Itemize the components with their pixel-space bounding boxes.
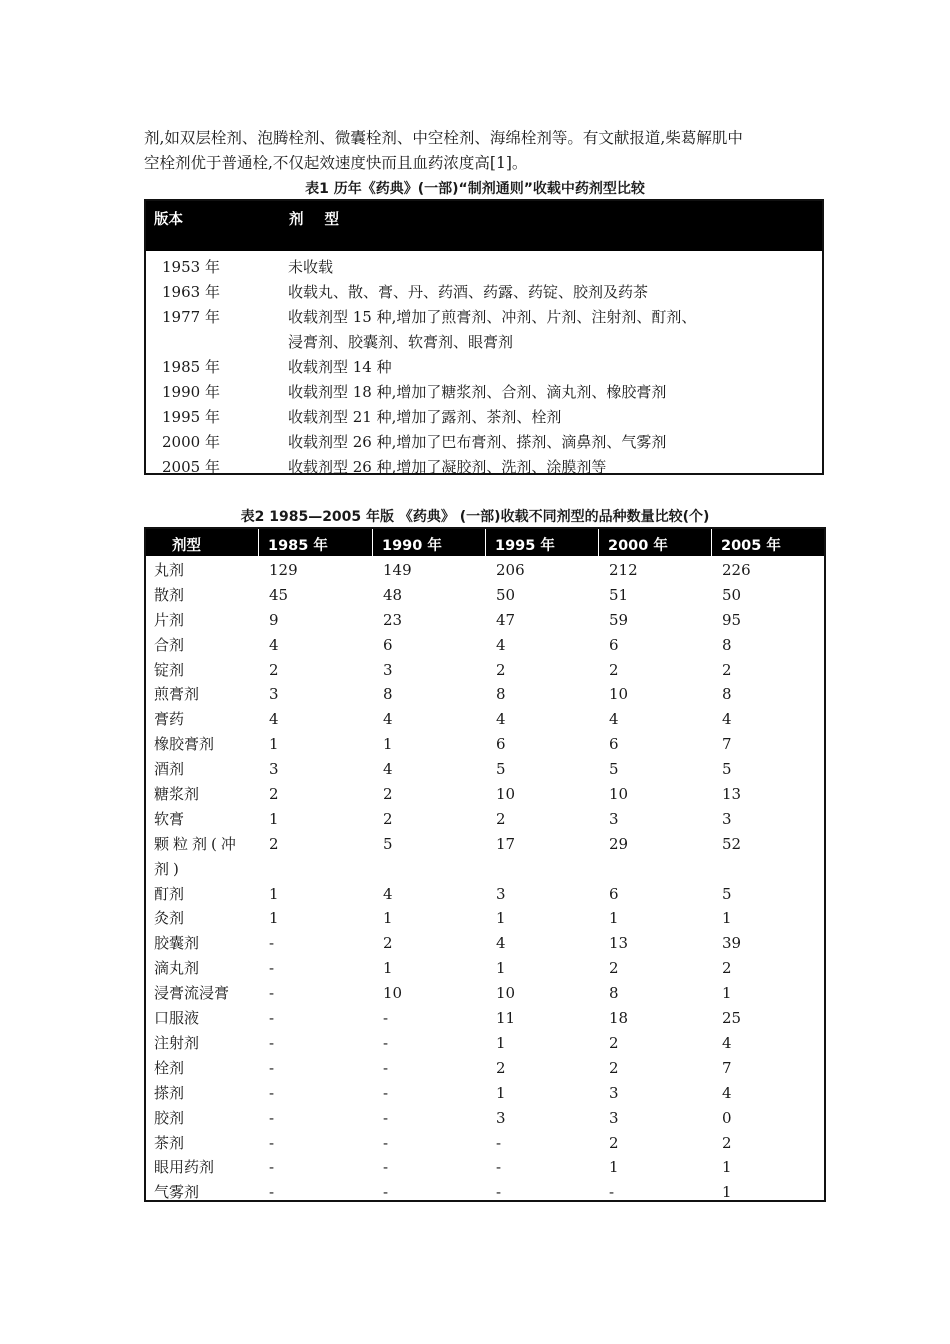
- count-cell: 3: [269, 685, 279, 704]
- dosage-form-cell: [154, 1006, 252, 1031]
- count-cell: -: [383, 1009, 389, 1028]
- count-cell: 59: [609, 610, 629, 629]
- count-cell: 2: [269, 660, 279, 679]
- count-cell: -: [269, 1033, 275, 1052]
- table-row: [146, 931, 824, 956]
- count-cell: 7: [722, 1058, 732, 1077]
- table-row-continuation: [146, 330, 822, 355]
- dosage-form-label: 灸剂: [154, 909, 185, 928]
- table2: [144, 527, 826, 1202]
- count-cell: 8: [722, 685, 732, 704]
- count-cell: 129: [269, 561, 298, 579]
- count-cell: 3: [496, 1108, 506, 1127]
- count-cell: 1: [383, 959, 393, 978]
- dosage-form-cell: [154, 981, 252, 1006]
- text-cell: 收载剂型 15 种,增加了煎膏剂、冲剂、片剂、注射剂、酊剂、: [288, 308, 697, 326]
- count-cell: 4: [269, 635, 279, 654]
- count-cell: 50: [496, 585, 516, 604]
- count-cell: 3: [496, 884, 506, 903]
- count-cell: 2: [722, 959, 732, 978]
- dosage-form-cell: [154, 1031, 252, 1056]
- dosage-form-cell: [154, 583, 252, 608]
- count-cell: 206: [496, 561, 525, 579]
- table-row: [146, 405, 822, 430]
- count-cell: 2: [383, 785, 393, 804]
- table-row: [146, 380, 822, 405]
- count-cell: 4: [496, 934, 506, 953]
- count-cell: 1: [269, 884, 279, 903]
- count-cell: 149: [383, 561, 412, 579]
- count-cell: 2: [609, 959, 619, 978]
- count-cell: -: [496, 1133, 502, 1152]
- count-cell: 1: [609, 909, 619, 928]
- count-cell: 4: [722, 1033, 732, 1052]
- table2-header: [146, 529, 824, 556]
- table-row: [146, 1131, 824, 1156]
- text-cell: 收载丸、散、膏、丹、药酒、药露、药锭、胶剂及药茶: [288, 283, 649, 301]
- count-cell: 45: [269, 585, 289, 604]
- count-cell: -: [383, 1133, 389, 1152]
- count-cell: 47: [496, 610, 516, 629]
- count-cell: 6: [496, 735, 506, 754]
- paragraph-line: 空栓剂优于普通栓,不仅起效速度快而且血药浓度高[1]。: [144, 154, 528, 172]
- table-row: [146, 782, 824, 807]
- count-cell: 1: [496, 959, 506, 978]
- count-cell: 3: [609, 809, 619, 828]
- count-cell: 6: [609, 735, 619, 754]
- count-cell: 6: [383, 635, 393, 654]
- table-row: [146, 956, 824, 981]
- dosage-form-label: 橡胶膏剂: [154, 735, 215, 754]
- text-cell: 收载剂型 26 种,增加了巴布膏剂、搽剂、滴鼻剂、气雾剂: [288, 433, 667, 451]
- table-row: [146, 1031, 824, 1056]
- dosage-form-cell: [154, 757, 252, 782]
- count-cell: -: [383, 1158, 389, 1177]
- count-cell: 1: [269, 809, 279, 828]
- count-cell: 6: [609, 635, 619, 654]
- dosage-form-label: 剂): [154, 859, 183, 878]
- year-cell: 1985 年: [162, 358, 220, 376]
- count-cell: 2: [496, 660, 506, 679]
- year-cell: 1990 年: [162, 383, 220, 401]
- table2-caption: 表2 1985—2005 年版 《药典》 (一部)收载不同剂型的品种数量比较(个): [240, 509, 710, 525]
- table-row: [146, 757, 824, 782]
- count-cell: 7: [722, 735, 732, 754]
- count-cell: 1: [722, 1183, 732, 1202]
- count-cell: 4: [269, 710, 279, 729]
- count-cell: -: [269, 1083, 275, 1102]
- count-cell: 2: [383, 934, 393, 953]
- dosage-form-cell: [154, 1131, 252, 1156]
- dosage-form-label: 片剂: [154, 610, 185, 629]
- count-cell: 4: [722, 710, 732, 729]
- dosage-form-cell: [154, 807, 252, 832]
- table1: [144, 199, 824, 475]
- text-cell: 收载剂型 18 种,增加了糖浆剂、合剂、滴丸剂、橡胶膏剂: [288, 383, 667, 401]
- count-cell: 3: [269, 760, 279, 779]
- count-cell: 50: [722, 585, 742, 604]
- count-cell: 1: [269, 735, 279, 754]
- dosage-form-label: 丸剂: [154, 561, 185, 579]
- table-row: [146, 430, 822, 455]
- count-cell: 1: [383, 735, 393, 754]
- count-cell: -: [269, 934, 275, 953]
- count-cell: 1: [383, 909, 393, 928]
- count-cell: 10: [496, 785, 516, 804]
- count-cell: 5: [609, 760, 619, 779]
- dosage-form-label: 茶剂: [154, 1133, 185, 1152]
- count-cell: 4: [383, 884, 393, 903]
- table-row: [146, 732, 824, 757]
- count-cell: -: [383, 1108, 389, 1127]
- count-cell: 8: [496, 685, 506, 704]
- table-row: [146, 255, 822, 280]
- header-divider: [711, 529, 712, 556]
- table2-header-cell: 2005 年: [721, 538, 781, 554]
- count-cell: 29: [609, 834, 629, 853]
- dosage-form-cell: [154, 608, 252, 633]
- dosage-form-cell: [154, 558, 252, 583]
- count-cell: 1: [609, 1158, 619, 1177]
- dosage-form-label: 胶囊剂: [154, 934, 200, 953]
- text-cell: 收载剂型 26 种,增加了凝胶剂、洗剂、涂膜剂等: [288, 458, 607, 476]
- count-cell: 17: [496, 834, 516, 853]
- count-cell: 6: [609, 884, 619, 903]
- count-cell: 5: [383, 834, 393, 853]
- dosage-form-label: 软膏: [154, 809, 185, 828]
- count-cell: -: [269, 1108, 275, 1127]
- count-cell: 4: [383, 710, 393, 729]
- table-row: [146, 906, 824, 931]
- count-cell: 212: [609, 561, 638, 579]
- text-cell: 收载剂型 21 种,增加了露剂、茶剂、栓剂: [288, 408, 562, 426]
- table-row: [146, 608, 824, 633]
- count-cell: 1: [722, 909, 732, 928]
- count-cell: 11: [496, 1009, 516, 1028]
- count-cell: -: [383, 1083, 389, 1102]
- count-cell: 5: [722, 760, 732, 779]
- header-divider: [598, 529, 599, 556]
- count-cell: 8: [609, 984, 619, 1003]
- text-cell: 浸膏剂、胶囊剂、软膏剂、眼膏剂: [288, 333, 514, 351]
- year-cell: 2000 年: [162, 433, 220, 451]
- table-row: [146, 305, 822, 330]
- dosage-form-cell: [154, 906, 252, 931]
- table1-caption: 表1 历年《药典》(一部)“制剂通则”收载中药剂型比较: [305, 181, 645, 197]
- count-cell: -: [269, 1183, 275, 1202]
- count-cell: 2: [496, 809, 506, 828]
- dosage-form-label: 糖浆剂: [154, 785, 200, 804]
- count-cell: -: [269, 984, 275, 1003]
- count-cell: 4: [383, 760, 393, 779]
- table-row: [146, 882, 824, 907]
- count-cell: 4: [722, 1083, 732, 1102]
- count-cell: 10: [609, 785, 629, 804]
- count-cell: 1: [722, 984, 732, 1003]
- table1-body: [146, 255, 822, 480]
- dosage-form-cell: [154, 1056, 252, 1081]
- dosage-form-cell: [154, 1180, 252, 1205]
- count-cell: 2: [496, 1058, 506, 1077]
- table1-header-edition: 版本: [154, 212, 183, 228]
- dosage-form-label: 搽剂: [154, 1083, 185, 1102]
- count-cell: 25: [722, 1009, 742, 1028]
- dosage-form-label: 锭剂: [154, 660, 185, 679]
- table1-header: [146, 201, 822, 251]
- count-cell: -: [269, 1133, 275, 1152]
- count-cell: -: [383, 1033, 389, 1052]
- dosage-form-cell: [154, 882, 252, 907]
- dosage-form-cell: [154, 931, 252, 956]
- count-cell: 5: [722, 884, 732, 903]
- dosage-form-label: 膏药: [154, 710, 185, 729]
- count-cell: -: [269, 1058, 275, 1077]
- count-cell: 39: [722, 934, 742, 953]
- dosage-form-label: 浸膏流浸膏: [154, 984, 230, 1003]
- count-cell: 10: [609, 685, 629, 704]
- dosage-form-cell: [154, 1155, 252, 1180]
- count-cell: -: [496, 1158, 502, 1177]
- count-cell: 4: [496, 710, 506, 729]
- table-row: [146, 682, 824, 707]
- count-cell: 1: [496, 1033, 506, 1052]
- count-cell: 3: [383, 660, 393, 679]
- table2-header-cell: 1995 年: [495, 538, 555, 554]
- dosage-form-label: 滴丸剂: [154, 959, 200, 978]
- dosage-form-cell: [154, 782, 252, 807]
- table-row: [146, 832, 824, 882]
- header-divider: [372, 529, 373, 556]
- dosage-form-label: 栓剂: [154, 1058, 185, 1077]
- dosage-form-label: 合剂: [154, 635, 185, 654]
- dosage-form-label: 酒剂: [154, 760, 185, 779]
- table-row: [146, 1056, 824, 1081]
- count-cell: 4: [609, 710, 619, 729]
- count-cell: 2: [609, 1058, 619, 1077]
- paragraph-line: 剂,如双层栓剂、泡腾栓剂、微囊栓剂、中空栓剂、海绵栓剂等。有文献报道,柴葛解肌中: [144, 129, 743, 147]
- count-cell: 2: [383, 809, 393, 828]
- count-cell: 2: [722, 660, 732, 679]
- table-row: [146, 280, 822, 305]
- header-divider: [258, 529, 259, 556]
- dosage-form-cell: [154, 1106, 252, 1131]
- count-cell: 13: [609, 934, 629, 953]
- table-row: [146, 583, 824, 608]
- table-row: [146, 1006, 824, 1031]
- count-cell: 10: [383, 984, 403, 1003]
- dosage-form-label: 口服液: [154, 1009, 200, 1028]
- table2-header-cell: 2000 年: [608, 538, 668, 554]
- count-cell: 1: [269, 909, 279, 928]
- count-cell: 51: [609, 585, 629, 604]
- table-row: [146, 558, 824, 583]
- count-cell: 226: [722, 561, 751, 579]
- dosage-form-label: 注射剂: [154, 1033, 200, 1052]
- body-paragraph: [144, 126, 824, 176]
- year-cell: 2005 年: [162, 458, 220, 476]
- count-cell: -: [269, 959, 275, 978]
- count-cell: 1: [496, 909, 506, 928]
- count-cell: 0: [722, 1108, 732, 1127]
- count-cell: 13: [722, 785, 742, 804]
- table-row: [146, 355, 822, 380]
- count-cell: 95: [722, 610, 742, 629]
- count-cell: 3: [609, 1108, 619, 1127]
- dosage-form-cell: [154, 956, 252, 981]
- count-cell: 8: [722, 635, 732, 654]
- count-cell: 2: [609, 1033, 619, 1052]
- dosage-form-cell: [154, 1081, 252, 1106]
- dosage-form-label: 颗粒剂(冲: [154, 834, 240, 853]
- dosage-form-cell: [154, 707, 252, 732]
- dosage-form-label: 眼用药剂: [154, 1158, 215, 1177]
- dosage-form-label: 散剂: [154, 585, 185, 604]
- table2-header-cell: 1985 年: [268, 538, 328, 554]
- count-cell: -: [269, 1158, 275, 1177]
- table-row: [146, 1081, 824, 1106]
- count-cell: 48: [383, 585, 403, 604]
- count-cell: 4: [496, 635, 506, 654]
- table-row: [146, 981, 824, 1006]
- dosage-form-label: 气雾剂: [154, 1183, 200, 1202]
- table-row: [146, 455, 822, 480]
- year-cell: 1953 年: [162, 258, 220, 276]
- year-cell: 1977 年: [162, 308, 220, 326]
- count-cell: -: [383, 1058, 389, 1077]
- count-cell: 2: [269, 785, 279, 804]
- year-cell: 1963 年: [162, 283, 220, 301]
- count-cell: -: [383, 1183, 389, 1202]
- count-cell: 2: [609, 660, 619, 679]
- count-cell: -: [609, 1183, 615, 1202]
- count-cell: 5: [496, 760, 506, 779]
- table-row: [146, 1155, 824, 1180]
- year-cell: 1995 年: [162, 408, 220, 426]
- dosage-form-cell: [154, 832, 252, 882]
- header-divider: [485, 529, 486, 556]
- table-row: [146, 807, 824, 832]
- table2-body: [146, 558, 824, 1205]
- count-cell: 10: [496, 984, 516, 1003]
- table-row: [146, 658, 824, 683]
- dosage-form-cell: [154, 658, 252, 683]
- table1-header-dosage-form: 剂 型: [289, 212, 348, 228]
- table-row: [146, 1180, 824, 1205]
- count-cell: 23: [383, 610, 403, 629]
- text-cell: 未收载: [288, 258, 334, 276]
- count-cell: 2: [269, 834, 279, 853]
- table2-header-cell: 1990 年: [382, 538, 442, 554]
- count-cell: -: [269, 1009, 275, 1028]
- dosage-form-label: 煎膏剂: [154, 685, 200, 704]
- count-cell: 2: [722, 1133, 732, 1152]
- dosage-form-cell: [154, 633, 252, 658]
- count-cell: 2: [609, 1133, 619, 1152]
- table-row: [146, 707, 824, 732]
- dosage-form-cell: [154, 682, 252, 707]
- count-cell: 52: [722, 834, 742, 853]
- count-cell: 3: [722, 809, 732, 828]
- count-cell: -: [496, 1183, 502, 1202]
- text-cell: 收载剂型 14 种: [288, 358, 392, 376]
- dosage-form-label: 胶剂: [154, 1108, 185, 1127]
- dosage-form-label: 酊剂: [154, 884, 185, 903]
- count-cell: 8: [383, 685, 393, 704]
- count-cell: 3: [609, 1083, 619, 1102]
- dosage-form-cell: [154, 732, 252, 757]
- count-cell: 18: [609, 1009, 629, 1028]
- table2-header-cell: 剂型: [172, 538, 201, 554]
- count-cell: 1: [722, 1158, 732, 1177]
- table-row: [146, 1106, 824, 1131]
- count-cell: 1: [496, 1083, 506, 1102]
- count-cell: 9: [269, 610, 279, 629]
- table-row: [146, 633, 824, 658]
